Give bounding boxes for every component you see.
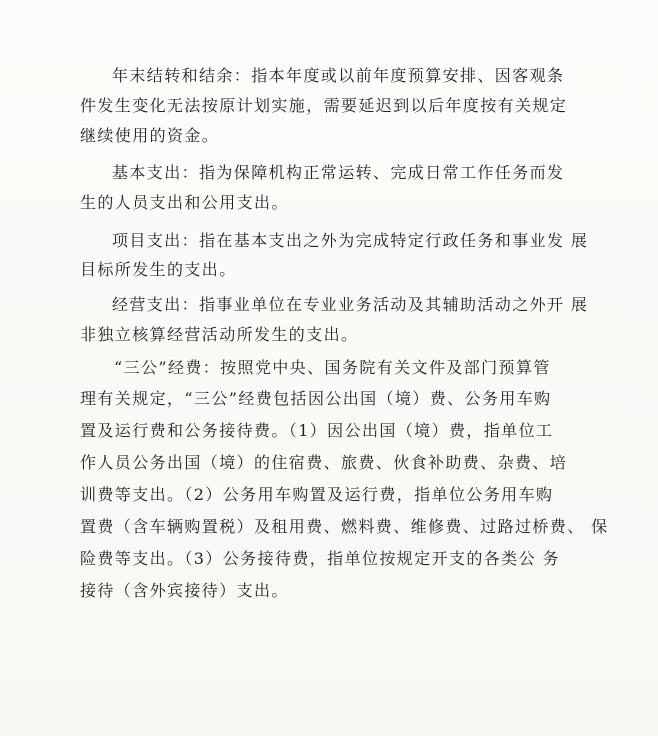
- paragraph-line: 训费等支出。（2）公务用车购置及运行费，指单位公务用车购: [80, 485, 554, 504]
- paragraph-line: 目标所发生的支出。: [80, 260, 237, 279]
- paragraph-line: 项目支出：指在基本支出之外为完成特定行政任务和事业发 展: [112, 231, 589, 250]
- paragraph-line: 经营支出：指事业单位在专业业务活动及其辅助活动之外开 展: [112, 295, 589, 314]
- paragraph-line: 生的人员支出和公用支出。: [80, 193, 289, 212]
- paragraph-line: 件发生变化无法按原计划实施，需要延迟到以后年度按有关规定: [80, 96, 568, 115]
- paragraph-line: 险费等支出。（3）公务接待费，指单位按规定开支的各类公 务: [80, 549, 560, 568]
- paragraph-line: 基本支出：指为保障机构正常运转、完成日常工作任务而发: [112, 163, 565, 182]
- paragraph-line: 非独立核算经营活动所发生的支出。: [80, 325, 359, 344]
- paragraph-line: 继续使用的资金。: [80, 126, 220, 145]
- paragraph-line: 置及运行费和公务接待费。（1）因公出国（境）费，指单位工: [80, 421, 554, 440]
- paragraph-line: 理有关规定，“三公”经费包括因公出国（境）费、公务用车购: [80, 389, 552, 408]
- paragraph-line: 年末结转和结余：指本年度或以前年度预算安排、因客观条: [112, 66, 565, 85]
- paragraph-line: “三公”经费：按照党中央、国务院有关文件及部门预算管: [114, 358, 551, 377]
- paragraph-line: 接待（含外宾接待）支出。: [80, 581, 289, 600]
- paragraph-line: 作人员公务出国（境）的住宿费、旅费、伙食补助费、杂费、培: [80, 453, 568, 472]
- paragraph-line: 置费（含车辆购置税）及租用费、燃料费、维修费、过路过桥费、 保: [80, 517, 609, 536]
